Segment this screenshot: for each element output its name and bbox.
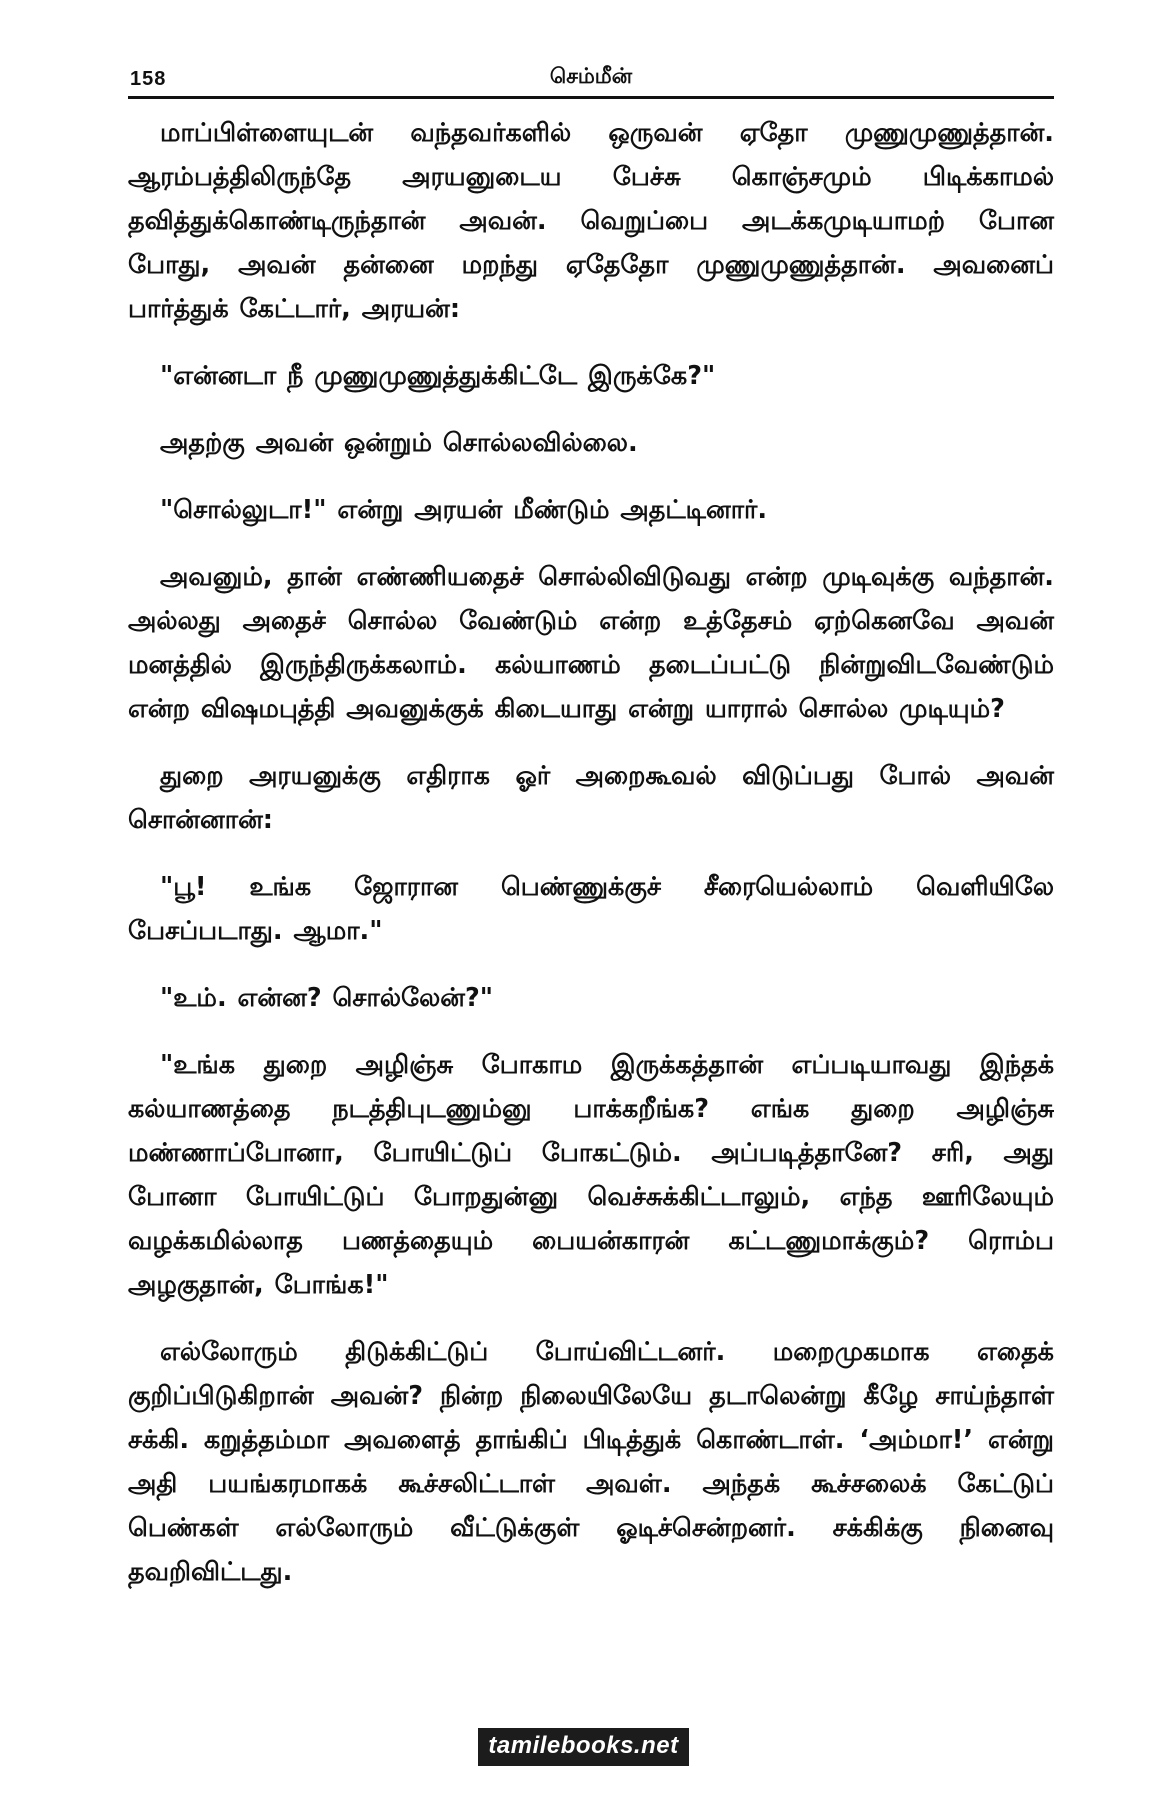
paragraph: அதற்கு அவன் ஒன்றும் சொல்லவில்லை. — [160, 428, 638, 458]
paragraph: "சொல்லுடா!" என்று அரயன் மீண்டும் அதட்டினார். — [160, 495, 768, 525]
paragraph: "உங்க துறை அழிஞ்சு போகாம இருக்கத்தான் எப்படியாவது இந்தக் கல்யாணத்தை நடத்திபுடணும்னு பாக்கறீங்க? எங்க துறை அழிஞ்சு மண்ணாப்போனா, போயிட்டுப் போகட்டும். அப்படித்தானே? சரி, அது போனா போயிட்டுப் போறதுன்னு வெச்சுக்கிட்டாலும், எந்த ஊரிலேயும் வழக்கமில்லாத பணத்தையும் பையன்காரன் கட்டணுமாக்கும்? ரொம்ப அழகுதான், போங்க!" — [128, 1050, 1054, 1300]
source-watermark: tamilebooks.net — [478, 1728, 688, 1766]
page-header — [128, 60, 1054, 99]
book-title: செம்மீன் — [549, 64, 633, 88]
paragraph: மாப்பிள்ளையுடன் வந்தவர்களில் ஒருவன் ஏதோ முணுமுணுத்தான். ஆரம்பத்திலிருந்தே அரயனுடைய பேச்சு கொஞ்சமும் பிடிக்காமல் தவித்துக்கொண்டிருந்தான் அவன். வெறுப்பை அடக்கமுடியாமற் போன போது, அவன் தன்னை மறந்து ஏதேதோ முணுமுணுத்தான். அவனைப் பார்த்துக் கேட்டார், அரயன்: — [128, 118, 1054, 324]
page-footer — [0, 1728, 1167, 1766]
paragraph: எல்லோரும் திடுக்கிட்டுப் போய்விட்டனர். மறைமுகமாக எதைக் குறிப்பிடுகிறான் அவன்? நின்ற நிலையிலேயே தடாலென்று கீழே சாய்ந்தாள் சக்கி. கறுத்தம்மா அவளைத் தாங்கிப் பிடித்துக் கொண்டாள். ‘அம்மா!’ என்று அதி பயங்கரமாகக் கூச்சலிட்டாள் அவள். அந்தக் கூச்சலைக் கேட்டுப் பெண்கள் எல்லோரும் வீட்டுக்குள் ஓடிச்சென்றனர். சக்கிக்கு நினைவு தவறிவிட்டது. — [128, 1337, 1054, 1587]
paragraph: "உம். என்ன? சொல்லேன்?" — [160, 983, 494, 1013]
page-number: 158 — [130, 68, 167, 90]
paragraph: துறை அரயனுக்கு எதிராக ஓர் அறைகூவல் விடுப்பது போல் அவன் சொன்னான்: — [128, 761, 1054, 835]
paragraph: "பூ! உங்க ஜோரான பெண்ணுக்குச் சீரையெல்லாம் வெளியிலே பேசப்படாது. ஆமா." — [128, 872, 1054, 946]
body-text — [128, 111, 1054, 1594]
paragraph: அவனும், தான் எண்ணியதைச் சொல்லிவிடுவது என்ற முடிவுக்கு வந்தான். அல்லது அதைச் சொல்ல வேண்டும் என்ற உத்தேசம் ஏற்கெனவே அவன் மனத்தில் இருந்திருக்கலாம். கல்யாணம் தடைப்பட்டு நின்றுவிடவேண்டும் என்ற விஷமபுத்தி அவனுக்குக் கிடையாது என்று யாரால் சொல்ல முடியும்? — [128, 562, 1054, 724]
paragraph: "என்னடா நீ முணுமுணுத்துக்கிட்டே இருக்கே?" — [160, 361, 716, 391]
book-page — [128, 60, 1054, 1594]
